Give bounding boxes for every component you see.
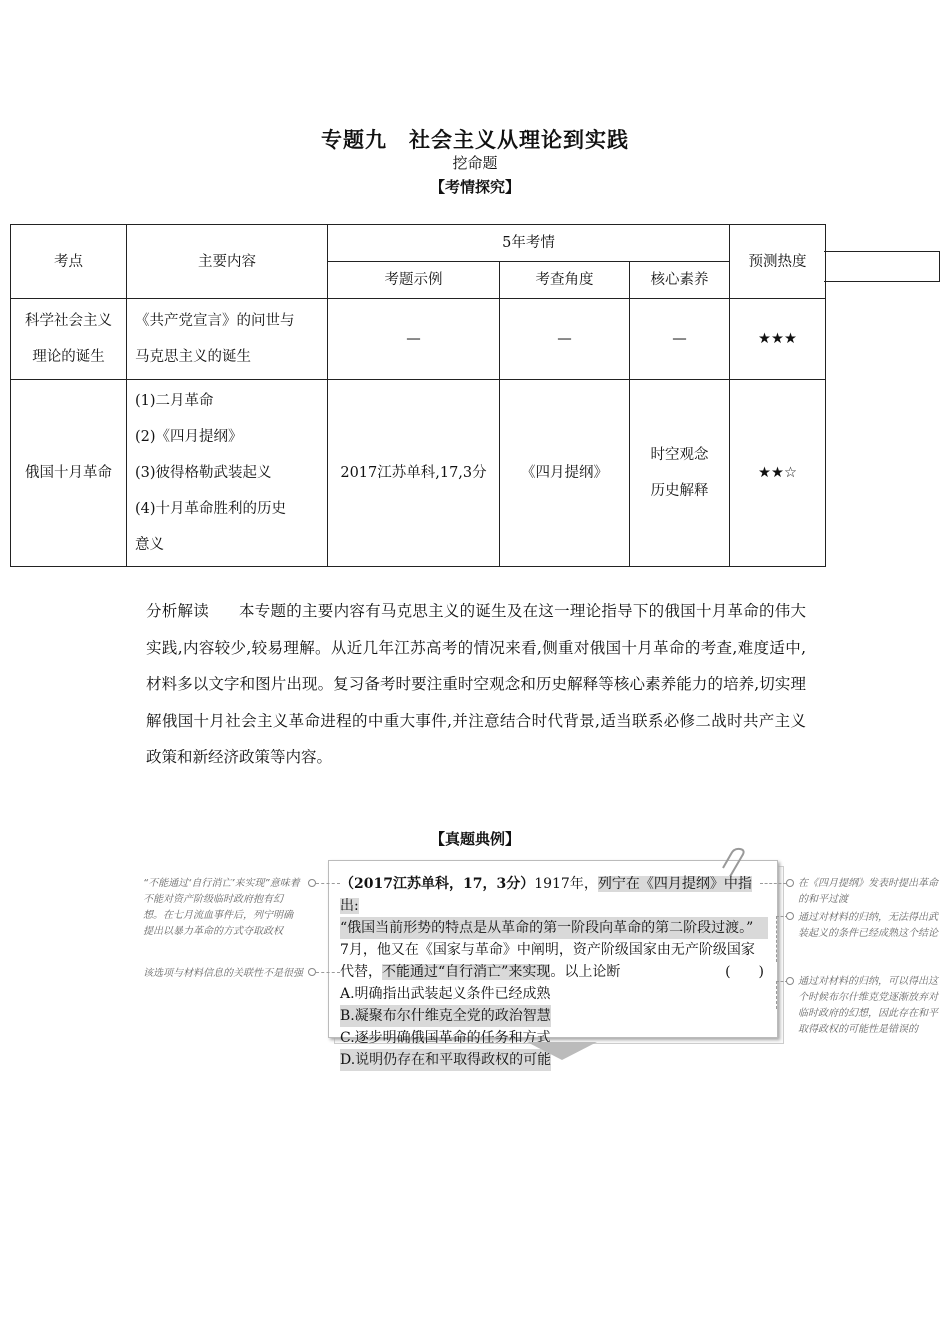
row2-example: 2017江苏单科,17,3分 [328, 380, 500, 567]
connector-dot [308, 879, 316, 887]
connector-line [316, 972, 340, 973]
section-heading-examples: 【真题典例】 [429, 830, 520, 848]
note-right-1: 在《四月提纲》发表时提出革命的和平过渡 [798, 878, 938, 905]
header-angle: 考查角度 [500, 262, 630, 299]
question-line-3: 7月，他又在《国家与革命》中阐明，资产阶级国家由无产阶级国家 [340, 942, 755, 958]
connector-line [316, 883, 340, 884]
question-line-2: “俄国当前形势的特点是从革命的第一阶段向革命的第二阶段过渡。” [340, 917, 768, 939]
header-kaodian: 考点 [11, 225, 127, 299]
connector-dot [786, 879, 794, 887]
connector-dot [786, 912, 794, 920]
header-heat: 预测热度 [730, 225, 826, 299]
connector-line [776, 916, 777, 962]
table-extra-cell [824, 251, 940, 282]
connector-line [760, 883, 786, 884]
note-right-3: 通过对材料的归纳，可以得出这个时候布尔什维克党逐渐放弃对临时政府的幻想，因此存在和平取得政权的可能性是错误的 [798, 976, 938, 1035]
option-d: D.说明仍存在和平取得政权的可能 [340, 1049, 551, 1071]
highlight-self-extinction: 不能通过“自行消亡”来实现 [382, 964, 551, 980]
table-row [11, 299, 826, 380]
note-left-2: 该选项与材料信息的关联性不是很强 [143, 968, 303, 979]
answer-parentheses: ( ) [725, 964, 764, 980]
row2-literacy: 时空观念 历史解释 [630, 380, 730, 567]
connector-dot [308, 968, 316, 976]
option-b: B.凝聚布尔什维克全党的政治智慧 [340, 1005, 551, 1027]
row1-kaodian: 科学社会主义 理论的诞生 [11, 299, 127, 380]
note-left-1: “不能通过‘自行消亡’来实现”意味着不能对资产阶级临时政府抱有幻想。在七月流血事件后，列宁明确提出以暴力革命的方式夺取政权 [143, 878, 300, 937]
question-line-4: 代替，不能通过“自行消亡”来实现。以上论断 ( ) [340, 961, 768, 983]
question-line-1: （2017江苏单科，17，3分）1917年，列宁在《四月提纲》中指出: [340, 876, 752, 914]
connector-dot [786, 977, 794, 985]
question-source: （2017江苏单科，17，3分） [340, 876, 535, 892]
row1-content: 《共产党宣言》的问世与 马克思主义的诞生 [127, 299, 328, 380]
analysis-paragraph [146, 593, 806, 776]
analysis-label: 分析解读 [146, 602, 210, 620]
page-title: 专题九 社会主义从理论到实践 [321, 128, 629, 152]
header-literacy: 核心素养 [630, 262, 730, 299]
exam-analysis-table [10, 224, 826, 567]
row1-heat-stars: ★★★ [730, 299, 826, 380]
row1-literacy: — [630, 299, 730, 380]
row2-heat-stars: ★★☆ [730, 380, 826, 567]
option-c: C.逐步明确俄国革命的任务和方式 [340, 1030, 551, 1046]
analysis-text: 本专题的主要内容有马克思主义的诞生及在这一理论指导下的俄国十月革命的伟大实践,内容较少,较易理解。从近几年江苏高考的情况来看,侧重对俄国十月革命的考查,难度适中,材料多以文字和图片出现。复习备考时要注重时空观念和历史解释等核心素养能力的培养,切实理解俄国十月社会主义革命进程的中重大事件,并注意结合时代背景,适当联系必修二战时共产主义政策和新经济政策等内容。 [146, 602, 806, 766]
row1-example: — [328, 299, 500, 380]
row2-angle: 《四月提纲》 [500, 380, 630, 567]
page-subtitle: 挖命题 [452, 154, 498, 172]
header-example: 考题示例 [328, 262, 500, 299]
header-five-year: 5年考情 [328, 225, 730, 262]
row2-content: (1)二月革命 (2)《四月提纲》 (3)彼得格勒武装起义 (4)十月革命胜利的历史 意义 [127, 380, 328, 567]
highlight-lenin: 列宁在《四月提纲》中指出: [340, 876, 752, 914]
option-a: A.明确指出武装起义条件已经成熟 [340, 986, 551, 1002]
table-row [11, 380, 826, 567]
row1-angle: — [500, 299, 630, 380]
header-content: 主要内容 [127, 225, 328, 299]
down-arrow-icon [527, 1042, 597, 1060]
section-heading-exam-analysis: 【考情探究】 [429, 178, 520, 196]
row2-kaodian: 俄国十月革命 [11, 380, 127, 567]
note-right-2: 通过对材料的归纳，无法得出武装起义的条件已经成熟这个结论 [798, 912, 938, 939]
connector-line [776, 981, 777, 1009]
